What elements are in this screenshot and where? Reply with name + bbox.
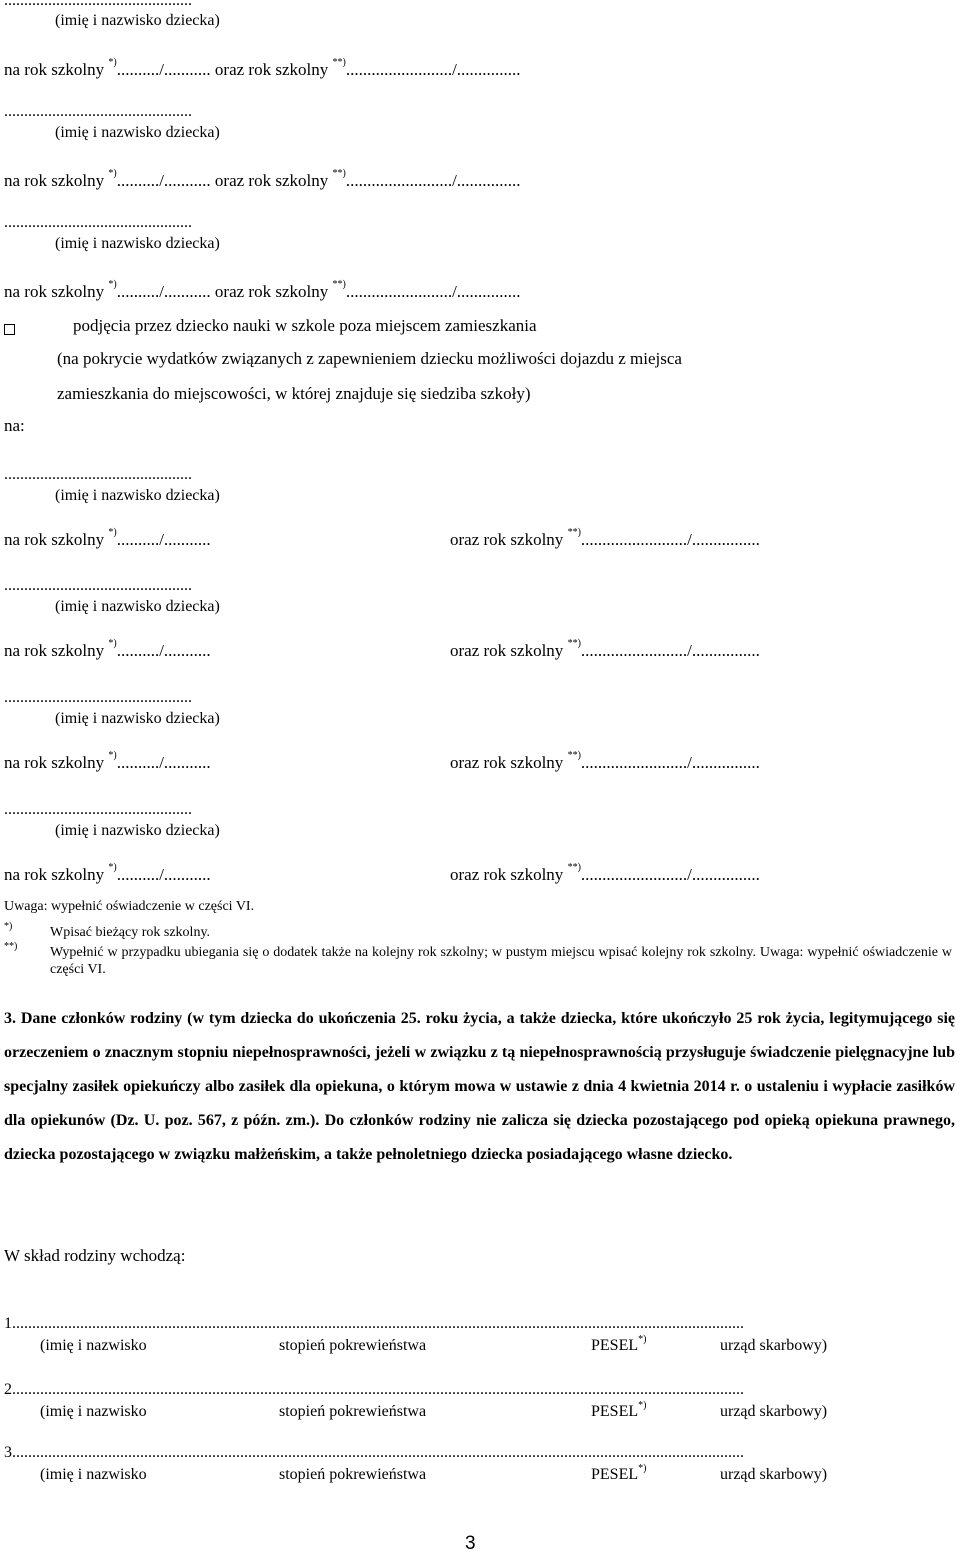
child-dots: ............................................... [4,466,192,483]
member-relation-label: stopień pokrewieństwa [279,1466,427,1483]
child-dots-top: ............................................... [4,0,192,9]
member-row: 3....................................................................................................................................................................................... [4,1444,744,1461]
member-relation-label: stopień pokrewieństwa [279,1403,427,1420]
year-line: na rok szkolny *)........../........... oraz rok szkolny **)........................./............... [4,57,521,79]
year-line-current: na rok szkolny *)........../........... [4,638,211,660]
child-dots: ............................................... [4,103,192,120]
year-line-current: na rok szkolny *)........../........... [4,750,211,772]
member-name-label: (imię i nazwisko [40,1337,147,1354]
footnote-text: Wpisać bieżący rok szkolny. [50,925,211,940]
child-dots: ............................................... [4,801,192,818]
footnote-text: Wypełnić w przypadku ubiegania się o dodatek także na kolejny rok szkolny; w pustym miejscu wpisać kolejny rok szkolny. Uwaga: wypełnić oświadczenie w części VI. [50,945,952,977]
member-office-label: urząd skarbowy) [720,1466,828,1483]
member-pesel-label: PESEL*) [591,1334,647,1354]
child-dots: ............................................... [4,577,192,594]
member-relation-label: stopień pokrewieństwa [279,1337,427,1354]
child-dots: ............................................... [4,214,192,231]
child-label: (imię i nazwisko dziecka) [55,598,220,615]
option-title: podjęcia przez dziecko nauki w szkole poza miejscem zamieszkania [73,316,537,335]
child-label: (imię i nazwisko dziecka) [55,124,220,141]
na-label: na: [4,416,25,435]
child-label: (imię i nazwisko dziecka) [55,822,220,839]
year-line-current: na rok szkolny *)........../........... [4,862,211,884]
year-line: na rok szkolny *)........../........... oraz rok szkolny **)........................./............... [4,279,521,301]
uwaga-note: Uwaga: wypełnić oświadczenie w części VI. [4,899,255,914]
member-name-label: (imię i nazwisko [40,1466,147,1483]
child-dots: ............................................... [4,689,192,706]
member-row: 1....................................................................................................................................................................................... [4,1315,744,1332]
member-pesel-label: PESEL*) [591,1463,647,1483]
child-label: (imię i nazwisko dziecka) [55,235,220,252]
member-office-label: urząd skarbowy) [720,1403,828,1420]
year-line-next: oraz rok szkolny **)........................./................ [450,750,760,772]
year-line: na rok szkolny *)........../........... oraz rok szkolny **)........................./............... [4,168,521,190]
year-line-next: oraz rok szkolny **)........................./................ [450,638,760,660]
footnote-mark: **) [4,941,18,952]
child-label: (imię i nazwisko dziecka) [55,710,220,727]
year-line-next: oraz rok szkolny **)........................./................ [450,527,760,549]
year-line-current: na rok szkolny *)........../........... [4,527,211,549]
footnote-mark: *) [4,921,13,932]
member-row: 2....................................................................................................................................................................................... [4,1381,744,1398]
option-desc-line1: (na pokrycie wydatków związanych z zapewnieniem dziecku możliwości dojazdu z miejsca [57,349,682,368]
member-office-label: urząd skarbowy) [720,1337,828,1354]
option-checkbox[interactable] [4,324,15,335]
members-label: W skład rodziny wchodzą: [4,1246,186,1265]
member-pesel-label: PESEL*) [591,1400,647,1420]
option-desc-line2: zamieszkania do miejscowości, w której znajduje się siedziba szkoły) [57,384,531,403]
child-label: (imię i nazwisko dziecka) [55,12,220,29]
section3-text: 3. Dane członków rodziny (w tym dziecka do ukończenia 25. roku życia, a także dziecka, które ukończyło 25 rok życia, legitymującego się orzeczeniem o znacznym stopniu niepełnosprawności, jeżeli w związku z tą niepełnosprawnością przysługuje świadczenie pielęgnacyjne lub specjalny zasiłek opiekuńczy albo zasiłek dla opiekuna, o którym mowa w ustawie z dnia 4 kwietnia 2014 r. o ustaleniu i wypłacie zasiłków dla opiekunów (Dz. U. poz. 567, z późn. zm.). Do członków rodziny nie zalicza się dziecka pozostającego pod opieką opiekuna prawnego, dziecka pozostającego w związku małżeńskim, a także pełnoletniego dziecka posiadającego własne dziecko. [4,1010,955,1163]
page-number: 3 [465,1533,476,1554]
member-name-label: (imię i nazwisko [40,1403,147,1420]
child-label: (imię i nazwisko dziecka) [55,487,220,504]
year-line-next: oraz rok szkolny **)........................./................ [450,862,760,884]
